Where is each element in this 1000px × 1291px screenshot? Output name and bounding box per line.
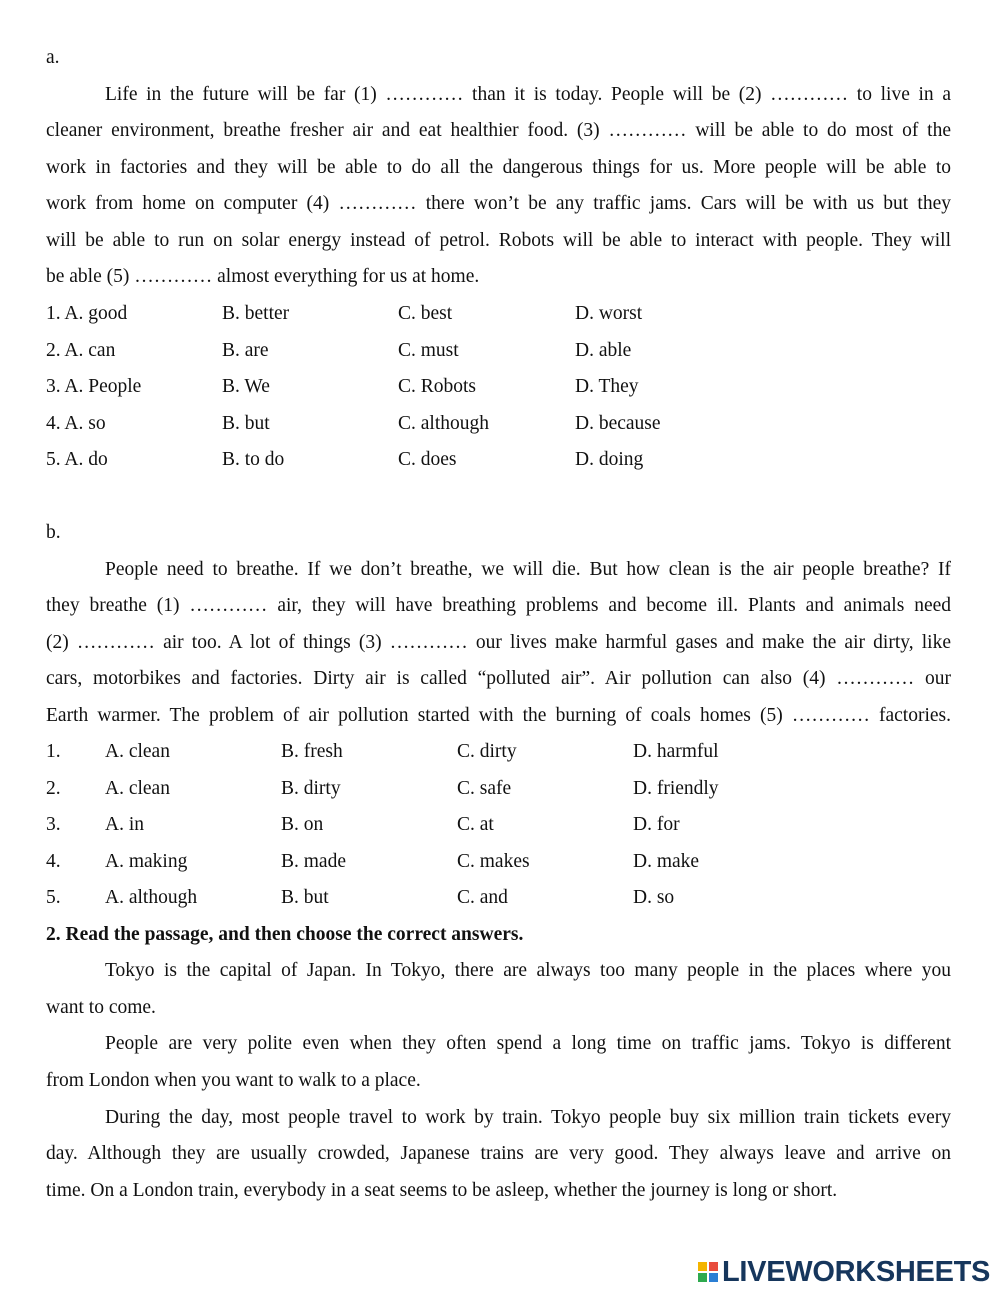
- section-a-label: a.: [46, 47, 60, 68]
- liveworksheets-logo-icon: [698, 1262, 718, 1282]
- section-b-passage-line: (2) ………… air too. A lot of things (3) ………… our lives make harmful gases and make the air dirty, like: [46, 632, 951, 653]
- option-a[interactable]: A. although: [105, 887, 198, 908]
- option-c[interactable]: C. at: [457, 814, 494, 835]
- section-b-passage-line: they breathe (1) ………… air, they will have breathing problems and become ill. Plants and animals need: [46, 595, 951, 616]
- question-number: 2.: [46, 778, 61, 799]
- section-a-passage-line: cleaner environment, breathe fresher air and eat healthier food. (3) ………… will be able to do most of the: [46, 120, 951, 141]
- section-b-label: b.: [46, 522, 61, 543]
- section-a-passage-line: be able (5) ………… almost everything for us at home.: [46, 266, 480, 287]
- section-a-passage-line: will be able to run on solar energy instead of petrol. Robots will be able to interact with people. They will: [46, 230, 951, 251]
- option-a[interactable]: A. clean: [105, 741, 170, 762]
- option-c[interactable]: C. must: [398, 340, 459, 361]
- option-b[interactable]: B. to do: [222, 449, 285, 470]
- logo-square: [709, 1273, 718, 1282]
- liveworksheets-logo[interactable]: [698, 1256, 990, 1288]
- option-b[interactable]: B. better: [222, 303, 290, 324]
- option-d[interactable]: D. worst: [575, 303, 643, 324]
- option-c[interactable]: C. best: [398, 303, 453, 324]
- option-a[interactable]: A. clean: [105, 778, 170, 799]
- section-b-passage-line: Earth warmer. The problem of air pollution started with the burning of coals homes (5) ………… factories.: [46, 705, 951, 726]
- section-b-passage-line: People need to breathe. If we don’t breathe, we will die. But how clean is the air people breathe? If: [105, 559, 951, 580]
- option-d[interactable]: D. They: [575, 376, 639, 397]
- option-c[interactable]: C. makes: [457, 851, 530, 872]
- option-a[interactable]: 5. A. do: [46, 449, 108, 470]
- option-d[interactable]: D. for: [633, 814, 680, 835]
- task-2-passage-line: Tokyo is the capital of Japan. In Tokyo, there are always too many people in the places where you: [105, 960, 951, 981]
- task-2-heading: 2. Read the passage, and then choose the correct answers.: [46, 924, 524, 945]
- option-b[interactable]: B. on: [281, 814, 324, 835]
- option-a[interactable]: 2. A. can: [46, 340, 116, 361]
- question-number: 4.: [46, 851, 61, 872]
- option-a[interactable]: 3. A. People: [46, 376, 142, 397]
- option-d[interactable]: D. able: [575, 340, 632, 361]
- option-c[interactable]: C. does: [398, 449, 457, 470]
- option-c[interactable]: C. and: [457, 887, 508, 908]
- option-a[interactable]: 4. A. so: [46, 413, 106, 434]
- task-2-passage-line: from London when you want to walk to a place.: [46, 1070, 421, 1091]
- section-a-passage-line: work from home on computer (4) ………… there won’t be any traffic jams. Cars will be with us but they: [46, 193, 951, 214]
- option-b[interactable]: B. but: [222, 413, 270, 434]
- task-2-passage-line: day. Although they are usually crowded, Japanese trains are very good. They always leave and arrive on: [46, 1143, 951, 1164]
- option-d[interactable]: D. doing: [575, 449, 644, 470]
- task-2-passage-line: During the day, most people travel to work by train. Tokyo people buy six million train tickets every: [105, 1107, 951, 1128]
- task-2-passage-line: People are very polite even when they often spend a long time on traffic jams. Tokyo is different: [105, 1033, 951, 1054]
- logo-square: [698, 1273, 707, 1282]
- option-a[interactable]: A. making: [105, 851, 188, 872]
- logo-text: LIVEWORKSHEETS: [722, 1255, 991, 1288]
- option-c[interactable]: C. safe: [457, 778, 512, 799]
- question-number: 3.: [46, 814, 61, 835]
- section-a-passage-line: work in factories and they will be able to do all the dangerous things for us. More people will be able to: [46, 157, 951, 178]
- option-d[interactable]: D. harmful: [633, 741, 719, 762]
- option-b[interactable]: B. We: [222, 376, 270, 397]
- task-2-passage-line: want to come.: [46, 997, 156, 1018]
- option-a[interactable]: 1. A. good: [46, 303, 128, 324]
- option-b[interactable]: B. made: [281, 851, 346, 872]
- task-2-passage-line: time. On a London train, everybody in a seat seems to be asleep, whether the journey is long or short.: [46, 1180, 838, 1201]
- option-d[interactable]: D. so: [633, 887, 675, 908]
- section-a-passage-line: Life in the future will be far (1) ………… than it is today. People will be (2) ………… to live in a: [105, 84, 951, 105]
- option-c[interactable]: C. dirty: [457, 741, 517, 762]
- section-b-passage-line: cars, motorbikes and factories. Dirty air is called “polluted air”. Air pollution can also (4) ………… our: [46, 668, 951, 689]
- option-d[interactable]: D. because: [575, 413, 661, 434]
- option-d[interactable]: D. friendly: [633, 778, 719, 799]
- option-c[interactable]: C. Robots: [398, 376, 477, 397]
- question-number: 1.: [46, 741, 61, 762]
- question-number: 5.: [46, 887, 61, 908]
- option-d[interactable]: D. make: [633, 851, 700, 872]
- option-b[interactable]: B. dirty: [281, 778, 341, 799]
- option-c[interactable]: C. although: [398, 413, 489, 434]
- option-b[interactable]: B. but: [281, 887, 329, 908]
- option-b[interactable]: B. fresh: [281, 741, 343, 762]
- logo-square: [698, 1262, 707, 1271]
- option-b[interactable]: B. are: [222, 340, 269, 361]
- logo-square: [709, 1262, 718, 1271]
- option-a[interactable]: A. in: [105, 814, 144, 835]
